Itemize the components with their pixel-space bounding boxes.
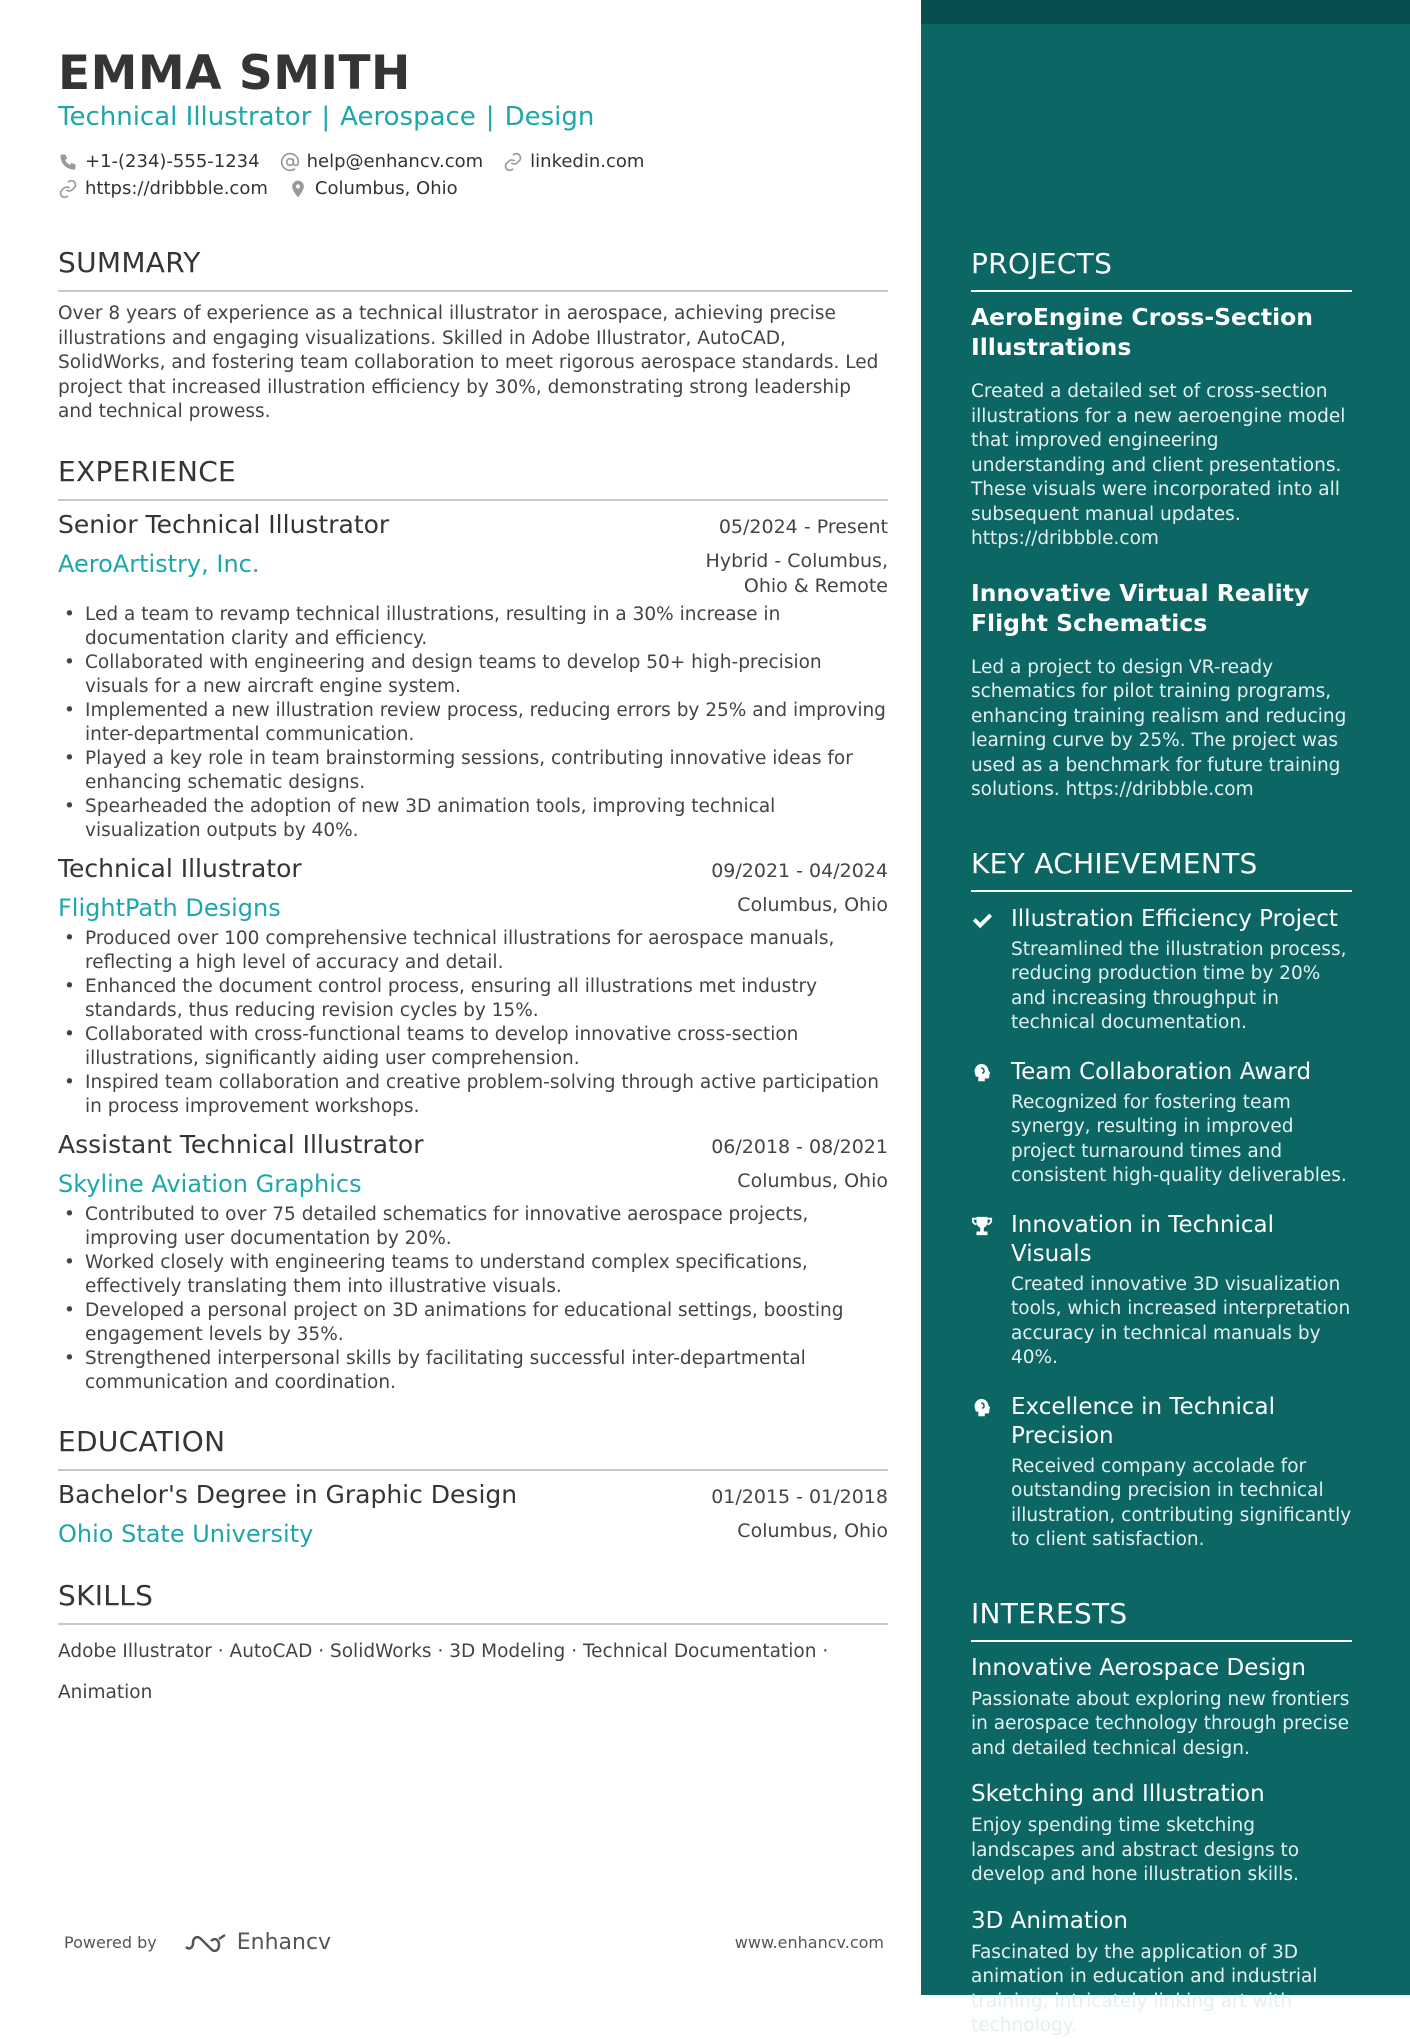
job-bullet: • Spearheaded the adoption of new 3D animation tools, improving technical visualization outputs by 40%. [58,795,888,843]
enhancv-logo-icon [183,1931,229,1955]
job-bullet: • Enhanced the document control process, ensuring all illustrations met industry standards, thus reducing revision cycles by 15%. [58,975,888,1023]
job-bullet: • Strengthened interpersonal skills by facilitating successful inter-departmental communication and coordination. [58,1347,888,1395]
job-company[interactable]: AeroArtistry, Inc. [58,549,260,578]
job-dates: 06/2018 - 08/2021 [711,1135,888,1158]
interest-entry [971,1654,1352,1762]
achievement-entry [971,1393,1352,1553]
skill-separator: · [318,1640,325,1662]
achievement-entry [971,1058,1352,1189]
job-location: Hybrid - Columbus, Ohio & Remote [705,549,888,597]
contact-info [58,148,888,202]
interest-description: Passionate about exploring new frontiers in aerospace technology through precise and detailed technical design. [971,1688,1350,1759]
job-bullets [58,603,888,843]
title-separator: | [321,102,331,132]
skill-separator: · [571,1640,578,1662]
achievement-title: Innovation in Technical Visuals [1011,1211,1274,1267]
linkedin-contact[interactable] [503,151,644,172]
summary-text: Over 8 years of experience as a technical illustrator in aerospace, achieving precise illustrations and engaging visualizations. Skilled in Adobe Illustrator, AutoCAD, SolidWorks, and fostering team collaboration to meet rigorous aerospace standards. Led project that increased illustration efficiency by 30%, demonstrating strong leadership and technical prowess. [58,303,879,422]
location-text: Columbus, Ohio [314,178,458,199]
project-title: Innovative Virtual Reality Flight Schematics [971,578,1310,637]
skills-heading: SKILLS [58,1579,888,1625]
job-bullets [58,1203,888,1395]
skill-separator: · [437,1640,444,1662]
job-bullet: • Implemented a new illustration review process, reducing errors by 25% and improving inter-departmental communication. [58,699,888,747]
project-entry [971,578,1352,803]
education-entry [58,1479,888,1549]
school[interactable]: Ohio State University [58,1519,314,1548]
job-bullet: • Contributed to over 75 detailed schematics for innovative aerospace projects, improving user documentation by 20%. [58,1203,888,1251]
sidebar [921,0,1410,2036]
brain-icon [971,1062,993,1084]
degree: Bachelor's Degree in Graphic Design [58,1479,518,1509]
job-bullets [58,927,888,1119]
job-role: Technical Illustrator [58,853,302,883]
link-icon [58,179,78,199]
job-role: Senior Technical Illustrator [58,509,390,539]
job-company[interactable]: FlightPath Designs [58,893,281,922]
job-bullet: • Developed a personal project on 3D animations for educational settings, boosting engagement levels by 35%. [58,1299,888,1347]
job-dates: 05/2024 - Present [718,515,888,538]
achievement-entry [971,1211,1352,1371]
skill-item: 3D Modeling [449,1640,566,1662]
brain-icon [971,1397,993,1419]
skills-list [58,1631,888,1713]
achievement-description: Created innovative 3D visualization tools, which increased interpretation accuracy in technical manuals by 40%. [1011,1273,1351,1368]
enhancv-logo[interactable] [183,1930,331,1955]
title-separator: | [485,102,495,132]
powered-by [64,1930,331,1955]
interests-heading: INTERESTS [971,1597,1352,1642]
job-bullet: • Played a key role in team brainstorming sessions, contributing innovative ideas for enhancing schematic designs. [58,747,888,795]
skill-separator: · [822,1640,829,1662]
link-icon [503,152,523,172]
title-part: Design [504,102,595,132]
education-location: Columbus, Ohio [737,1519,888,1542]
skill-item: AutoCAD [229,1640,313,1662]
experience-entry [58,509,888,843]
experience-entry [58,853,888,1119]
main-column [58,44,888,1713]
candidate-title [58,100,888,134]
job-location: Columbus, Ohio [737,1169,888,1192]
project-title: AeroEngine Cross-Section Illustrations [971,303,1314,361]
interest-description: Fascinated by the application of 3D animation in education and industrial training, intricately linking art with technology. [971,1941,1318,2036]
skill-separator: · [217,1640,224,1662]
skill-item: SolidWorks [330,1640,432,1662]
title-part: Technical Illustrator [58,102,312,132]
job-bullet: • Collaborated with cross-functional teams to develop innovative cross-section illustrations, significantly aiding user comprehension. [58,1023,888,1071]
job-bullet: • Produced over 100 comprehensive technical illustrations for aerospace manuals, reflecting a high level of accuracy and detail. [58,927,888,975]
email-text: help@enhancv.com [306,151,484,172]
job-bullet: • Collaborated with engineering and design teams to develop 50+ high-precision visuals for a new aircraft engine system. [58,651,888,699]
skill-item: Technical Documentation [582,1640,817,1662]
website-contact[interactable] [58,178,268,199]
interest-description: Enjoy spending time sketching landscapes and abstract designs to develop and hone illustration skills. [971,1815,1300,1885]
achievement-entry [971,905,1352,1036]
project-description: Led a project to design VR-ready schematics for pilot training programs, enhancing training realism and reducing learning curve by 25%. The project was used as a benchmark for future training solutions. https://dribbble.com [971,656,1347,800]
achievement-description: Recognized for fostering team synergy, resulting in improved project turnaround times and consistent high-quality deliverables. [1011,1091,1347,1186]
achievement-title: Illustration Efficiency Project [1011,905,1338,932]
education-dates: 01/2015 - 01/2018 [711,1485,888,1508]
experience-entry [58,1129,888,1395]
achievement-title: Excellence in Technical Precision [1011,1393,1276,1449]
job-bullet: • Inspired team collaboration and creative problem-solving through active participation in process improvement workshops. [58,1071,888,1119]
project-entry [971,302,1352,552]
achievement-title: Team Collaboration Award [1011,1058,1312,1085]
phone-contact[interactable] [58,151,260,172]
interest-title: Innovative Aerospace Design [971,1654,1306,1681]
footer-url[interactable]: www.enhancv.com [734,1933,884,1952]
location-contact [288,178,458,199]
job-dates: 09/2021 - 04/2024 [711,859,888,882]
summary-heading: SUMMARY [58,246,888,292]
achievement-description: Streamlined the illustration process, reducing production time by 20% and increasing throughput in technical documentation. [1011,938,1347,1033]
sidebar-content [971,247,1352,2039]
interest-title: 3D Animation [971,1907,1128,1934]
education-heading: EDUCATION [58,1425,888,1471]
website-text: https://dribbble.com [85,178,268,199]
powered-by-label: Powered by [64,1933,157,1952]
at-icon [280,152,300,172]
phone-text: +1-(234)-555-1234 [85,151,260,172]
experience-heading: EXPERIENCE [58,455,888,501]
achievements-heading: KEY ACHIEVEMENTS [971,847,1352,892]
interest-title: Sketching and Illustration [971,1781,1265,1807]
location-pin-icon [288,179,308,199]
job-location: Columbus, Ohio [737,893,888,916]
projects-heading: PROJECTS [971,247,1352,292]
enhancv-brand: Enhancv [236,1930,332,1955]
job-role: Assistant Technical Illustrator [58,1129,424,1159]
phone-icon [58,152,78,172]
interest-entry [971,1907,1352,2039]
achievement-description: Received company accolade for outstanding precision in technical illustration, contributing significantly to client satisfaction. [1011,1455,1352,1550]
linkedin-text: linkedin.com [530,151,645,172]
email-contact[interactable] [280,151,484,172]
skill-item: Animation [58,1681,153,1703]
candidate-name: EMMA SMITH [58,46,411,101]
interest-entry [971,1780,1352,1888]
footer [64,1930,884,1955]
check-icon [971,909,993,931]
project-description: Created a detailed set of cross-section illustrations for a new aeroengine model that improved engineering understanding and client presentations. These visuals were incorporated into all subsequent manual updates. https://dribbble.com [971,381,1346,549]
job-company[interactable]: Skyline Aviation Graphics [58,1169,362,1198]
job-bullet: • Led a team to revamp technical illustrations, resulting in a 30% increase in documentation clarity and efficiency. [58,603,888,651]
sidebar-top-band [921,0,1410,24]
skill-item: Adobe Illustrator [58,1640,212,1662]
job-bullet: • Worked closely with engineering teams to understand complex specifications, effectively translating them into illustrative visuals. [58,1251,888,1299]
trophy-icon [971,1215,993,1237]
title-part: Aerospace [340,102,476,132]
